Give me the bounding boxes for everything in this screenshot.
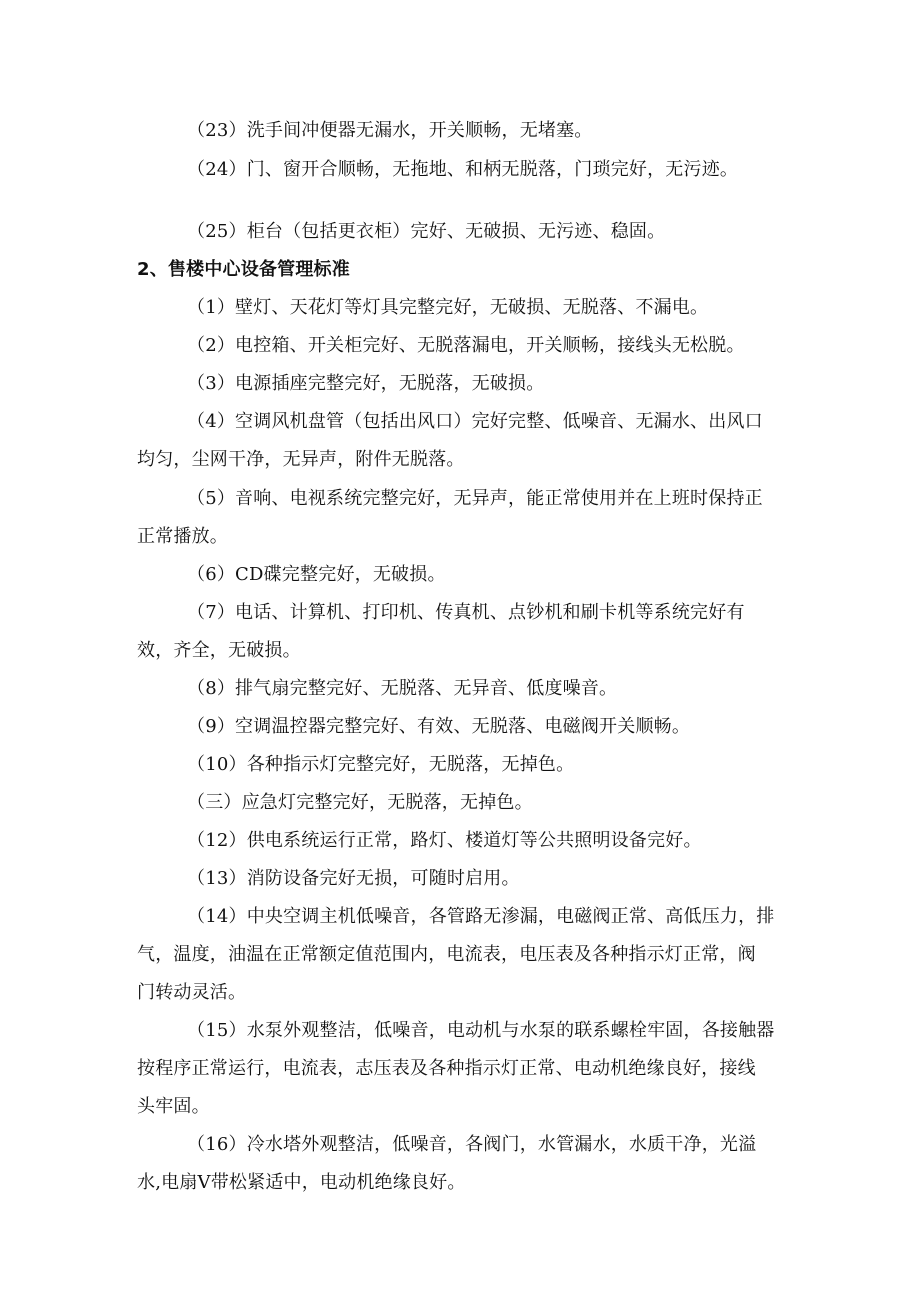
item-16-line-1: （16）冷水塔外观整洁，低噪音，各阀门，水管漏水，水质干净，光溢 (187, 1134, 757, 1155)
item-2: （2）电控箱、开关柜完好、无脱落漏电，开关顺畅，接线头无松脱。 (187, 335, 745, 356)
item-15-line-3: 头牢固。 (137, 1096, 210, 1117)
item-23: （23）洗手间冲便器无漏水，开关顺畅，无堵塞。 (187, 120, 593, 141)
item-25: （25）柜台（包括更衣柜）完好、无破损、无污迹、稳固。 (187, 221, 666, 242)
item-15-line-2: 按程序正常运行，电流表，志压表及各种指示灯正常、电动机绝缘良好，接线 (137, 1058, 756, 1079)
item-5-line-1: （5）音响、电视系统完整完好，无异声，能正常使用并在上班时保持正 (187, 488, 763, 509)
item-9: （9）空调温控器完整完好、有效、无脱落、电磁阀开关顺畅。 (187, 716, 691, 737)
item-24: （24）门、窗开合顺畅，无拖地、和柄无脱落，门琐完好，无污迹。 (187, 159, 739, 180)
item-7-line-2: 效，齐全，无破损。 (137, 640, 301, 661)
item-14-line-2: 气，温度，油温在正常额定值范围内，电流表，电压表及各种指示灯正常，阀 (137, 944, 756, 965)
item-15-line-1: （15）水泵外观整洁，低噪音，电动机与水泵的联系螺栓牢固，各接触器 (187, 1020, 775, 1041)
item-16-line-2: 水,电扇V带松紧适中，电动机绝缘良好。 (137, 1172, 466, 1193)
item-10: （10）各种指示灯完整完好，无脱落，无掉色。 (187, 754, 575, 775)
item-14-line-1: （14）中央空调主机低噪音，各管路无渗漏，电磁阀正常、高低压力，排 (187, 906, 775, 927)
item-11: （三）应急灯完整完好，无脱落，无掉色。 (187, 792, 533, 813)
item-12: （12）供电系统运行正常，路灯、楼道灯等公共照明设备完好。 (187, 830, 702, 851)
item-8: （8）排气扇完整完好、无脱落、无异音、低度噪音。 (187, 678, 618, 699)
item-7-line-1: （7）电话、计算机、打印机、传真机、点钞机和刷卡机等系统完好有 (187, 602, 745, 623)
item-14-line-3: 门转动灵活。 (137, 982, 247, 1003)
item-3: （3）电源插座完整完好，无脱落，无破损。 (187, 373, 545, 394)
item-4-line-1: （4）空调风机盘管（包括出风口）完好完整、低噪音、无漏水、出风口 (187, 411, 763, 432)
item-6: （6）CD碟完整完好，无破损。 (187, 564, 446, 585)
item-5-line-2: 正常播放。 (137, 526, 228, 547)
item-1: （1）壁灯、天花灯等灯具完整完好，无破损、无脱落、不漏电。 (187, 297, 709, 318)
item-13: （13）消防设备完好无损，可随时启用。 (187, 868, 520, 889)
section-heading: 2、售楼中心设备管理标准 (137, 259, 350, 280)
item-4-line-2: 均匀，尘网干净，无异声，附件无脱落。 (137, 449, 465, 470)
